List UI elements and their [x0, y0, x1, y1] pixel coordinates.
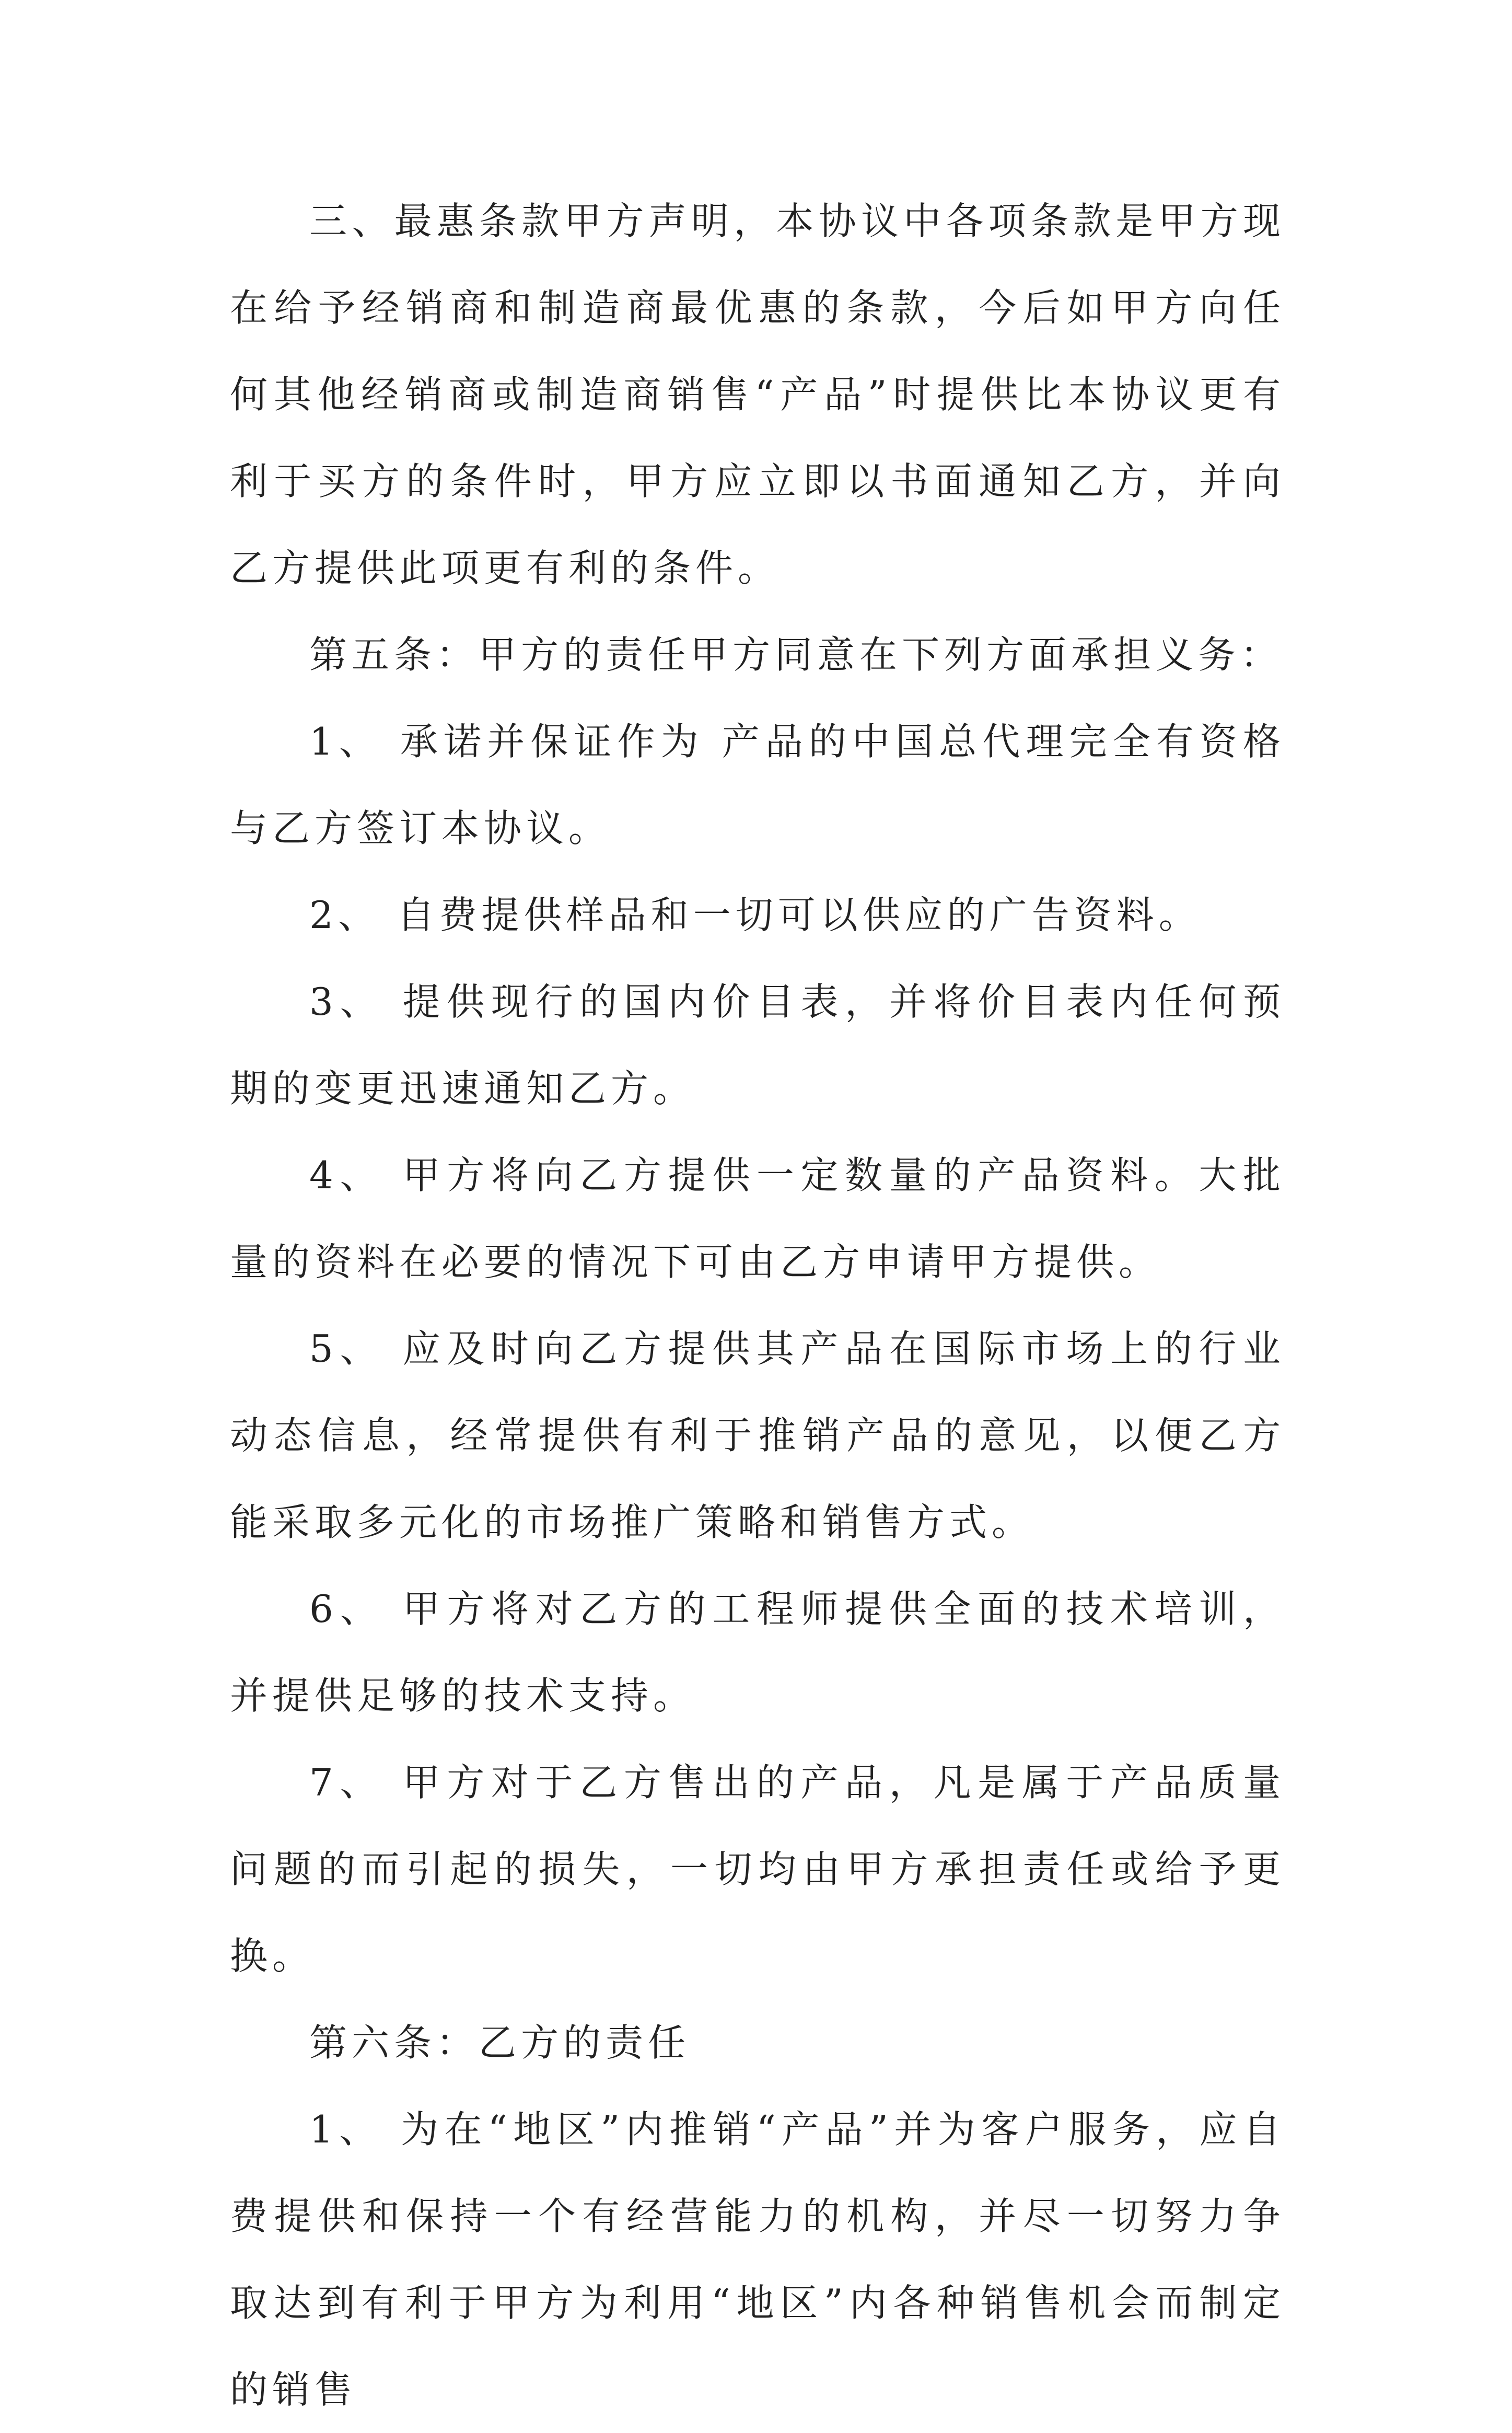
paragraph-most-favored-clause: 三、最惠条款甲方声明，本协议中各项条款是甲方现在给予经销商和制造商最优惠的条款，今后如甲方向任何其他经销商或制造商销售“产品”时提供比本协议更有利于买方的条件时，甲方应立即以书面通知乙方，并向乙方提供此项更有利的条件。	[230, 199, 1285, 590]
list-item-5-5: 5、 应及时向乙方提供其产品在国际市场上的行业动态信息，经常提供有利于推销产品的意见，以便乙方能采取多元化的市场推广策略和销售方式。	[230, 1327, 1285, 1544]
list-item-5-4: 4、 甲方将向乙方提供一定数量的产品资料。大批量的资料在必要的情况下可由乙方申请甲方提供。	[230, 1153, 1285, 1284]
list-item-6-1: 1、 为在“地区”内推销“产品”并为客户服务，应自费提供和保持一个有经营能力的机构，并尽一切努力争取达到有利于甲方为利用“地区”内各种销售机会而制定的销售	[230, 2107, 1285, 2412]
list-item-5-6: 6、 甲方将对乙方的工程师提供全面的技术培训，并提供足够的技术支持。	[230, 1587, 1285, 1718]
document-body	[230, 178, 1285, 2433]
list-item-5-2: 2、 自费提供样品和一切可以供应的广告资料。	[309, 893, 1201, 937]
list-item-5-3: 3、 提供现行的国内价目表，并将价目表内任何预期的变更迅速通知乙方。	[230, 980, 1285, 1110]
list-item-5-7: 7、 甲方对于乙方售出的产品，凡是属于产品质量问题的而引起的损失，一切均由甲方承担责任或给予更换。	[230, 1760, 1285, 1978]
list-item-5-1: 1、 承诺并保证作为 产品的中国总代理完全有资格与乙方签订本协议。	[230, 720, 1285, 850]
heading-article-5: 第五条：甲方的责任甲方同意在下列方面承担义务：	[309, 633, 1283, 677]
heading-article-6: 第六条：乙方的责任	[309, 2021, 691, 2065]
